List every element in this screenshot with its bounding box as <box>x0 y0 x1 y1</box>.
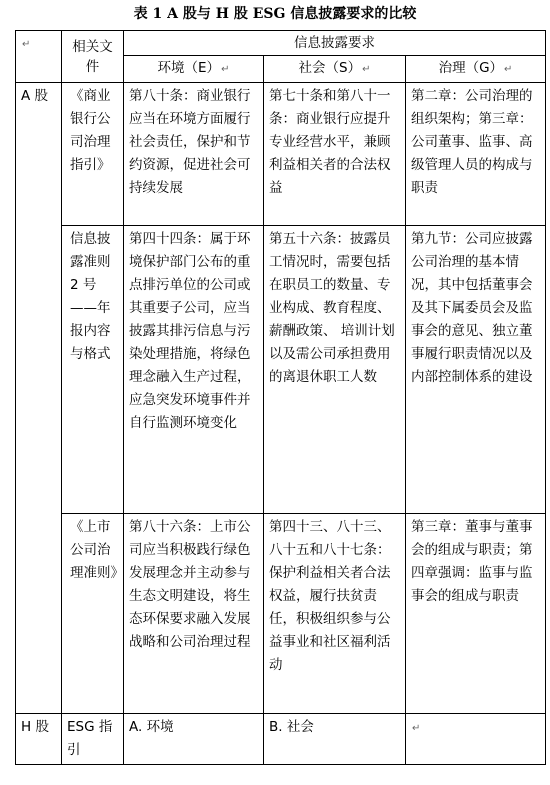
comparison-table <box>15 30 546 765</box>
header-related-docs: 相关文件 <box>62 31 124 83</box>
row-a-shares-1 <box>16 83 546 226</box>
row-a-shares-2 <box>16 226 546 514</box>
doc-listed-company-governance: 《上市公司治理准则》 <box>62 514 124 714</box>
table-caption: 表 1 A 股与 H 股 ESG 信息披露要求的比较 <box>133 6 417 22</box>
header-disclosure-requirements: 信息披露要求 <box>124 31 546 56</box>
doc-disclosure-standard-2: 信息披露准则 2 号——年报内容与格式 <box>62 226 124 514</box>
a3-environment: 第八十六条：上市公司应当积极践行绿色发展理念并主动参与生态文明建设，将生态环保要求融入发展战略和公司治理过程 <box>124 514 264 714</box>
row-a-shares-3 <box>16 514 546 714</box>
h1-social: B. 社会 <box>264 714 406 765</box>
a1-governance: 第二章：公司治理的组织架构；第三章：公司董事、监事、高级管理人员的构成与职责 <box>406 83 546 226</box>
h1-environment: A. 环境 <box>124 714 264 765</box>
header-environment: 环境（E）↵ <box>124 56 264 83</box>
a3-social: 第四十三、八十三、八十五和八十七条：保护利益相关者合法权益，履行扶贫责任，积极组织参与公益事业和社区福利活动 <box>264 514 406 714</box>
header-social: 社会（S）↵ <box>264 56 406 83</box>
a-share-label: A 股 <box>16 83 62 714</box>
h-share-label: H 股 <box>16 714 62 765</box>
a1-social: 第七十条和第八十一条：商业银行应提升专业经营水平，兼顾利益相关者的合法权益 <box>264 83 406 226</box>
header-empty-cell: ↵ <box>16 31 62 83</box>
h1-governance: ↵ <box>406 714 546 765</box>
comparison-table-wrapper <box>15 30 545 765</box>
header-governance: 治理（G）↵ <box>406 56 546 83</box>
doc-bank-governance: 《商业银行公司治理指引》 <box>62 83 124 226</box>
a2-governance: 第九节：公司应披露公司治理的基本情况，其中包括董事会及其下属委员会及监事会的意见、独立董事履行职责情况以及内部控制体系的建设 <box>406 226 546 514</box>
header-row-1 <box>16 31 546 56</box>
a2-social: 第五十六条：披露员工情况时，需要包括在职员工的数量、专业构成、教育程度、薪酬政策、 培训计划以及需公司承担费用的离退休职工人数 <box>264 226 406 514</box>
a2-environment: 第四十四条：属于环境保护部门公布的重点排污单位的公司或其重要子公司，应当披露其排污信息与污染处理措施，将绿色理念融入生产过程，应急突发环境事件并自行监测环境变化 <box>124 226 264 514</box>
row-h-shares <box>16 714 546 765</box>
a1-environment: 第八十条：商业银行应当在环境方面履行社会责任，保护和节约资源，促进社会可持续发展 <box>124 83 264 226</box>
doc-esg-guide: ESG 指引 <box>62 714 124 765</box>
a3-governance: 第三章：董事与董事会的组成与职责；第四章强调：监事与监事会的组成与职责 <box>406 514 546 714</box>
